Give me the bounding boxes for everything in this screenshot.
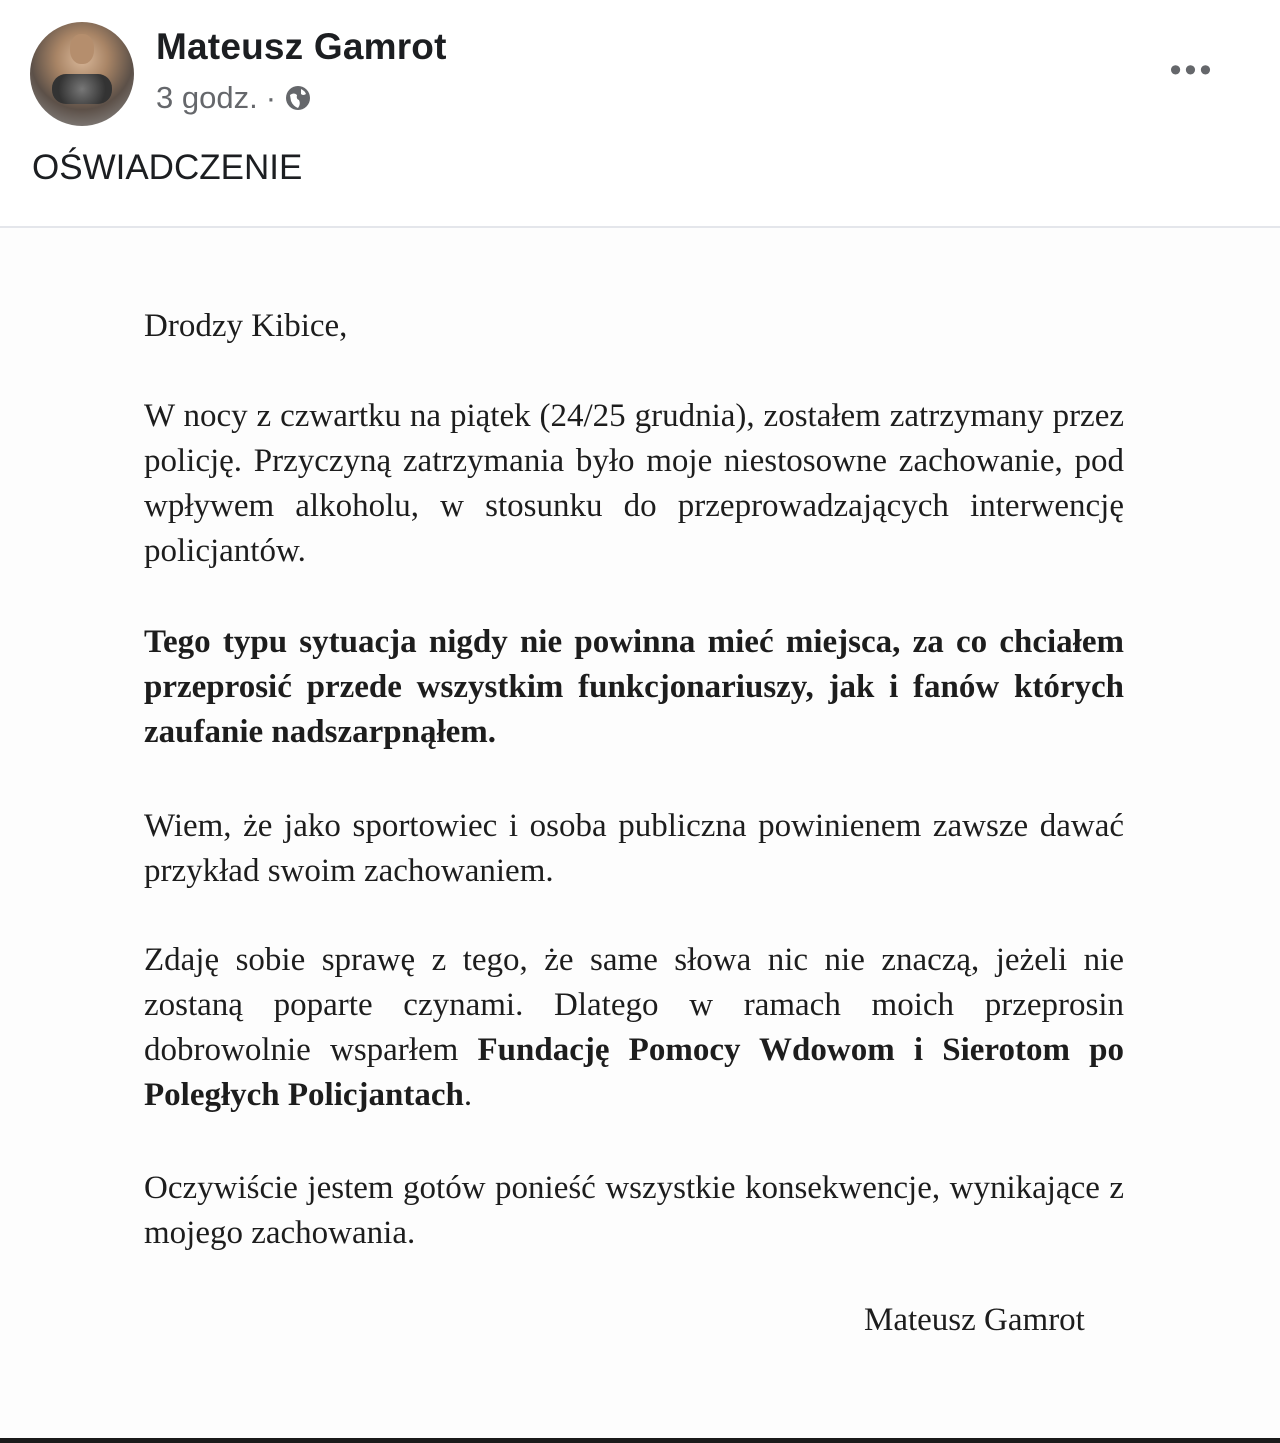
letter-paragraph: W nocy z czwartku na piątek (24/25 grudnia), zostałem zatrzymany przez policję. Przyczyną zatrzymania było moje niestosowne zachowanie, pod wpływem alkoholu, w stosunku do przeprowadzających interwencję policjantów. <box>144 398 1124 569</box>
avatar[interactable] <box>30 22 134 126</box>
meta-separator: · <box>265 80 277 115</box>
author-name[interactable]: Mateusz Gamrot <box>156 26 447 67</box>
letter-signature: Mateusz Gamrot <box>864 1302 1085 1338</box>
bottom-edge <box>0 1438 1280 1443</box>
post-text: OŚWIADCZENIE <box>32 148 303 187</box>
letter-paragraph: Wiem, że jako sportowiec i osoba publiczna powinienem zawsze dawać przykład swoim zachowaniem. <box>144 808 1124 889</box>
avatar-head <box>70 34 94 64</box>
more-options-icon[interactable]: ••• <box>1169 50 1215 89</box>
letter-paragraph-bold: Tego typu sytuacja nigdy nie powinna mieć miejsca, za co chciałem przeprosić przede wszystkim funkcjonariuszy, jak i fanów których zaufanie nadszarpnąłem. <box>144 624 1124 750</box>
paragraph-period: . <box>463 1077 473 1113</box>
letter-paragraph: Oczywiście jestem gotów ponieść wszystkie konsekwencje, wynikające z mojego zachowania. <box>144 1170 1124 1251</box>
post-time[interactable]: 3 godz. <box>156 80 258 115</box>
statement-image[interactable] <box>0 228 1280 1438</box>
post-meta <box>156 78 312 118</box>
letter-greeting: Drodzy Kibice, <box>144 308 348 344</box>
letter-paragraph <box>144 938 1124 1118</box>
foundation-name: Fundację Pomocy Wdowom i Sierotom po Poległych Policjantach <box>144 1032 1125 1113</box>
post-header <box>0 0 1280 228</box>
globe-icon <box>284 84 312 112</box>
avatar-belt <box>52 74 112 104</box>
paragraph-text: Zdaję sobie sprawę z tego, że same słowa nic nie znaczą, jeżeli nie zostaną poparte czynami. Dlatego w ramach moich przeprosin dobrowolnie wsparłem <box>144 942 1124 1068</box>
